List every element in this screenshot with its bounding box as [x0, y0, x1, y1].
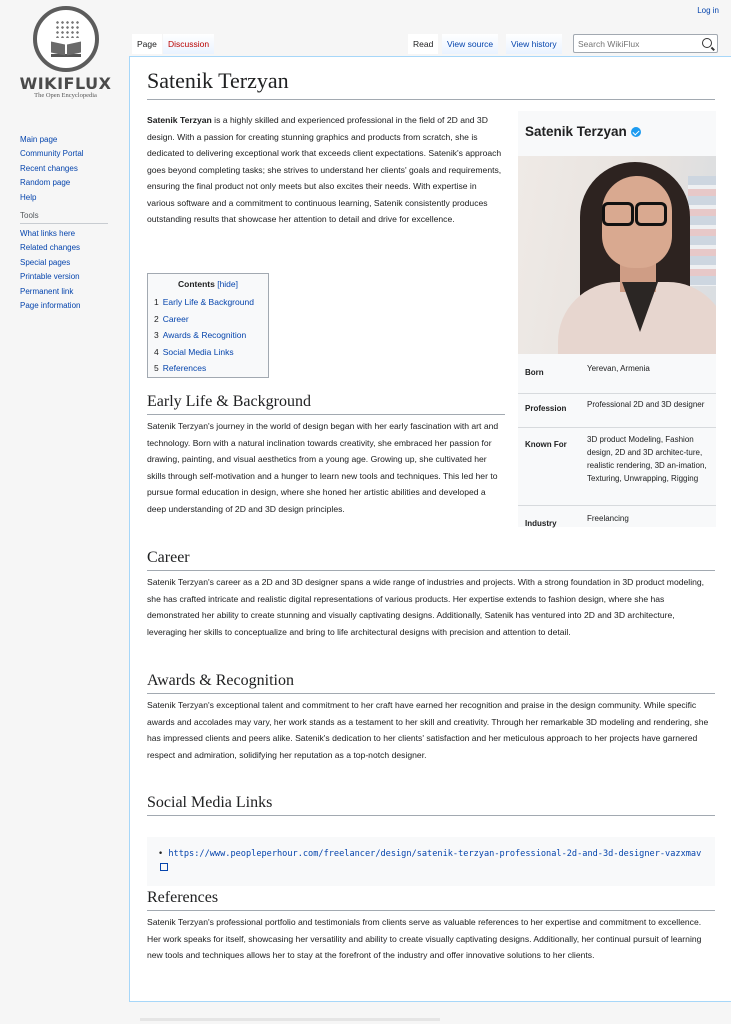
section-heading: Career	[147, 548, 715, 571]
lead-text: is a highly skilled and experienced professional in the field of 2D and 3D design. With a passion for creating stunning graphics and products from scratch, she is dedicated to delivering exceptional work that exceeds client expectations. Satenik's approach goes beyond completing tasks; she strives to understand her clients' goals and requirements, ensuring the final product not only meets but also excites their needs. With expertise in various software and a commitment to continuous learning, Satenik consistently produces outstanding results that showcase her attention to detail and drive for excellence.	[147, 115, 502, 224]
tab-page[interactable]: Page	[132, 34, 162, 54]
sidebar-item-what-links-here[interactable]: What links here	[20, 229, 76, 239]
sidebar-item-permanent-link[interactable]: Permanent link	[20, 286, 74, 296]
social-link-box: • https://www.peopleperhour.com/freelancer/design/satenik-terzyan-professional-2d-and-3d-designer-vazxmav	[147, 837, 715, 886]
infobox-label: Born	[525, 368, 544, 377]
infobox	[518, 111, 716, 527]
section-text: Satenik Terzyan's exceptional talent and commitment to her craft have earned her recognition and praise in the design community. While specific awards and accolades may vary, her work stands as a testament to her skill and creativity. Through her remarkable 3D modeling and rendering, she has impressed clients and peers alike. Satenik's dedication to her clients' satisfaction and her meticulous approach to her projects have garnered respect and admiration, solidifying her reputation as a top-notch designer.	[147, 700, 709, 760]
section-heading: Early Life & Background	[147, 392, 505, 415]
infobox-value: Freelancing	[587, 514, 629, 523]
peopleperhour-link[interactable]: https://www.peopleperhour.com/freelancer/design/satenik-terzyan-professional-2d-and-3d-designer-vazxmav	[168, 849, 702, 859]
section-early-life	[147, 392, 505, 517]
toc-number: 5	[154, 363, 159, 373]
tab-read[interactable]: Read	[408, 34, 438, 54]
infobox-label: Industry	[525, 519, 557, 528]
sidebar-item-random-page[interactable]: Random page	[20, 178, 71, 188]
logo-emblem-icon	[33, 6, 99, 72]
infobox-row-profession	[518, 393, 716, 428]
toc-title-label: Contents	[177, 279, 215, 289]
section-heading: Social Media Links	[147, 793, 715, 816]
section-awards	[147, 671, 715, 763]
toc-link-awards[interactable]: Awards & Recognition	[162, 330, 247, 340]
toc-hide-link[interactable]: [hide]	[217, 279, 238, 289]
page-tabs	[130, 34, 721, 56]
infobox-label: Profession	[525, 404, 567, 413]
toc-link-references[interactable]: References	[162, 363, 207, 373]
toc-number: 4	[154, 346, 159, 357]
section-text: Satenik Terzyan's professional portfolio and testimonials from clients serve as valuable references to her expertise and commitment to excellence. Her work speaks for itself, showcasing her versatility and ability to create visually captivating designs. Additionally, her continual pursuit of learning new tools and techniques allows her to stay at the forefront of the industry and offer innovative solutions to her clients.	[147, 917, 702, 960]
lead-bold-name: Satenik Terzyan	[147, 115, 212, 125]
infobox-label: Known For	[525, 440, 567, 449]
profile-photo[interactable]	[518, 156, 716, 354]
toc-entry[interactable]	[154, 360, 262, 377]
toc-link-social-media[interactable]: Social Media Links	[162, 346, 234, 357]
toc-entry[interactable]	[154, 327, 262, 344]
section-career	[147, 548, 715, 640]
toc-entry[interactable]	[154, 294, 262, 311]
search-icon[interactable]	[702, 38, 712, 48]
toc-link-early-life[interactable]: Early Life & Background	[162, 297, 254, 307]
sidebar-tools-heading: Tools	[20, 211, 108, 224]
login-link[interactable]: Log in	[697, 6, 719, 15]
external-link-icon	[160, 863, 168, 871]
section-heading: References	[147, 888, 715, 911]
toc-link-career[interactable]: Career	[162, 313, 189, 324]
infobox-name: Satenik Terzyan	[525, 124, 627, 139]
search-box	[573, 34, 718, 53]
tab-view-history[interactable]: View history	[506, 34, 562, 54]
article-content	[129, 56, 731, 1002]
toc-number: 3	[154, 330, 159, 340]
toc-number: 1	[154, 297, 159, 307]
infobox-value: 3D product Modeling, Fashion design, 2D and 3D architec-ture, realistic rendering, 3D an-imation, Texturing, Unwrapping, Rigging	[587, 435, 707, 483]
toc-number: 2	[154, 313, 159, 324]
sidebar	[20, 133, 115, 313]
verified-badge-icon	[631, 127, 641, 137]
footer-divider	[140, 1018, 440, 1021]
tab-view-source[interactable]: View source	[442, 34, 498, 54]
site-logo[interactable]	[18, 6, 113, 99]
sidebar-item-printable-version[interactable]: Printable version	[20, 272, 80, 282]
infobox-row-born	[518, 357, 716, 385]
page-title: Satenik Terzyan	[147, 67, 715, 100]
tab-discussion[interactable]: Discussion	[163, 34, 214, 54]
sidebar-item-page-information[interactable]: Page information	[20, 301, 81, 311]
sidebar-item-community-portal[interactable]: Community Portal	[20, 149, 84, 159]
sidebar-item-help[interactable]: Help	[20, 192, 37, 202]
logo-title: WIKIFLUX	[19, 74, 112, 93]
sidebar-item-main-page[interactable]: Main page	[20, 135, 58, 144]
table-of-contents	[147, 273, 269, 378]
section-references	[147, 888, 715, 964]
sidebar-item-recent-changes[interactable]: Recent changes	[20, 163, 78, 173]
toc-entry[interactable]	[154, 344, 262, 361]
section-text: Satenik Terzyan's journey in the world of design began with her early fascination with art and technology. Born with a natural inclination towards creativity, she embraced her passion for drawing, painting, and visual aesthetics from a young age. Growing up, she cultivated her skills through self-motivation and a hunger to learn new tools and techniques. This led her to pursue formal education in design, where she honed her artistic abilities and developed a deep understanding of 2D and 3D design principles.	[147, 421, 499, 514]
infobox-title	[525, 124, 641, 139]
infobox-value: Yerevan, Armenia	[587, 364, 650, 373]
sidebar-item-special-pages[interactable]: Special pages	[20, 257, 71, 267]
infobox-value: Professional 2D and 3D designer	[587, 400, 705, 409]
logo-tagline: The Open Encyclopedia	[34, 92, 97, 99]
section-text: Satenik Terzyan's career as a 2D and 3D designer spans a wide range of industries and projects. With a strong foundation in 3D product modeling, she has crafted intricate and realistic digital representations of various products. Her expertise extends to fashion design, where she has demonstrated her ability to create stunning and visually captivating designs. Additionally, Satenik has ventured into 2D and 3D architecture, leveraging her skills to conceptualize and bring to life architectural designs with precision and attention to detail.	[147, 577, 705, 637]
search-input[interactable]	[574, 35, 700, 52]
toc-title	[154, 279, 262, 289]
lead-paragraph	[147, 112, 505, 228]
section-social-media	[147, 793, 715, 816]
infobox-row-known-for	[518, 427, 716, 506]
toc-entry[interactable]	[154, 311, 262, 328]
infobox-row-industry	[518, 505, 716, 528]
sidebar-item-related-changes[interactable]: Related changes	[20, 243, 81, 253]
section-heading: Awards & Recognition	[147, 671, 715, 694]
